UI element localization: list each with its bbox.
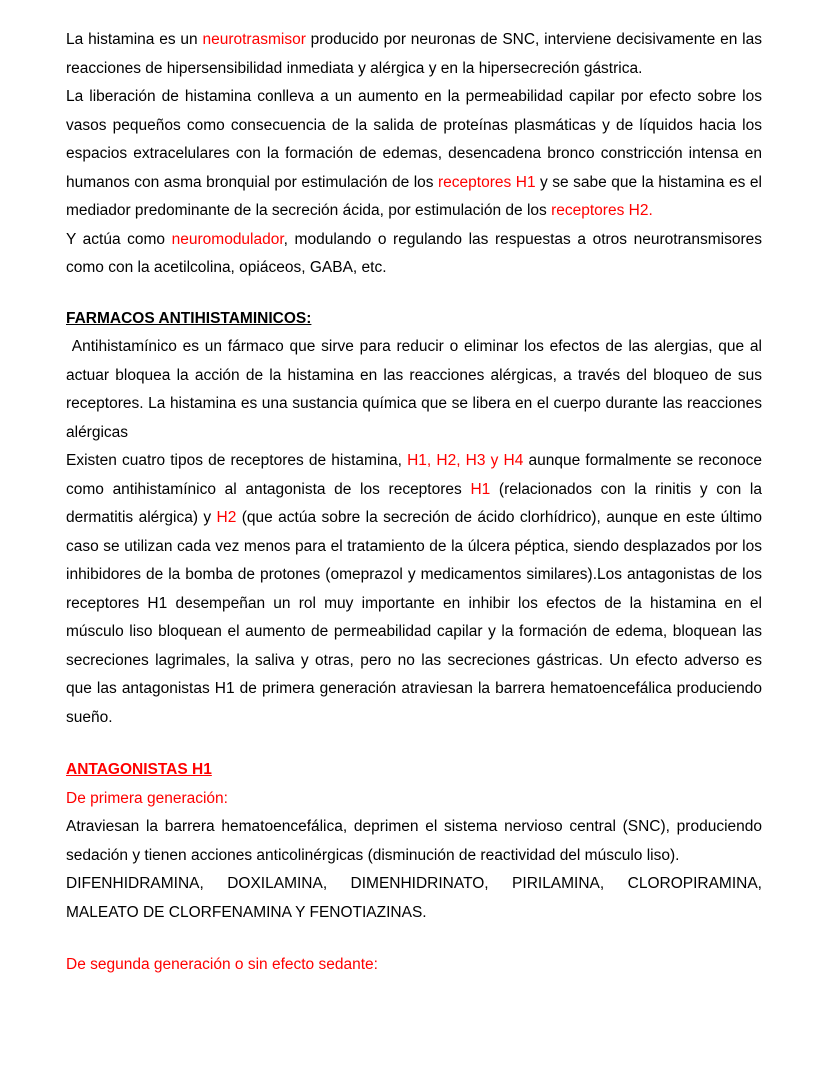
text-run-highlight-receptores-h2: receptores H2.: [551, 202, 653, 219]
section-heading-antagonistas-h1: [66, 756, 762, 785]
text-run: (relacionados con la rinitis y con la dermatitis alérgica) y: [66, 480, 762, 526]
paragraph-definicion-antihistaminico: [66, 333, 762, 447]
subheading-primera-generacion: [66, 785, 762, 814]
paragraph-lista-farmacos-primera-generacion: [66, 870, 762, 927]
paragraph-liberacion-histamina: [66, 83, 762, 226]
text-run: La liberación de histamina conlleva a un aumento en la permeabilidad capilar por efecto sobre los vasos pequeños como consecuencia de la salida de proteínas plasmáticas y de líquidos hacia los espacios extracelulares con la formación de edemas, desencadena bronco constricción intensa en humanos con asma bronquial por estimulación de los: [66, 88, 762, 191]
text-run-highlight-h2: H2: [216, 509, 237, 526]
text-run: , modulando o regulando las respuestas a otros neurotransmisores como con la acetilcolina, opiáceos, GABA, etc.: [66, 230, 762, 276]
text-run: Y actúa como: [66, 230, 172, 248]
subheading-segunda-generacion: [66, 951, 762, 980]
text-run-highlight-neurotrasmisor: neurotrasmisor: [202, 31, 306, 48]
section-heading-farmacos-antihistaminicos: [66, 305, 762, 334]
text-run-highlight-receptores-h1: receptores H1: [438, 173, 536, 191]
text-run: De segunda generación o sin efecto sedante:: [66, 956, 378, 973]
text-run: DIFENHIDRAMINA, DOXILAMINA, DIMENHIDRINATO, PIRILAMINA, CLOROPIRAMINA, MALEATO DE CLORFENAMINA Y FENOTIAZINAS.: [66, 875, 762, 921]
text-run: (que actúa sobre la secreción de ácido clorhídrico), aunque en este último caso se utilizan cada vez menos para el tratamiento de la úlcera péptica, siendo desplazados por los inhibidores de la bomba de protones (omeprazol y medicamentos similares).Los antagonistas de los receptores H1 desempeñan un rol muy importante en inhibir los efectos de la histamina en el músculo liso bloquean el aumento de permeabilidad capilar y la formación de edema, bloquean las secreciones lagrimales, la saliva y otras, pero no las secreciones gástricas. Un efecto adverso es que las antagonistas H1 de primera generación atraviesan la barrera hematoencefálica produciendo sueño.: [66, 509, 762, 726]
text-run-highlight-h1-h2-h3-h4: H1, H2, H3 y H4: [407, 452, 524, 469]
text-run-highlight-neuromodulador: neuromodulador: [171, 230, 284, 248]
text-run: Antihistamínico es un fármaco que sirve para reducir o eliminar los efectos de las alergias, que al actuar bloquea la acción de la histamina en las reacciones alérgicas, a través del bloqueo de sus receptores. La histamina es una sustancia química que se libera en el cuerpo durante las reacciones alérgicas: [66, 338, 762, 441]
text-run: Existen cuatro tipos de receptores de histamina,: [66, 452, 408, 469]
text-run: producido por neuronas de SNC, interviene decisivamente en las reacciones de hipersensibilidad inmediata y alérgica y en la hipersecreción gástrica.: [66, 31, 762, 77]
paragraph-histamina-intro: [66, 26, 762, 83]
text-run: La histamina es un: [66, 31, 203, 48]
text-run: y se sabe que la histamina es el mediador predominante de la secreción ácida, por estimulación de los: [66, 173, 762, 219]
heading-text: ANTAGONISTAS H1: [66, 761, 212, 778]
text-run-highlight-h1: H1: [470, 480, 491, 498]
paragraph-primera-generacion-descripcion: [66, 813, 762, 870]
text-run: De primera generación:: [66, 789, 228, 807]
paragraph-tipos-receptores: [66, 447, 762, 732]
text-run: aunque formalmente se reconoce como antihistamínico al antagonista de los receptores: [66, 452, 762, 498]
paragraph-neuromodulador: [66, 226, 762, 283]
text-run: Atraviesan la barrera hematoencefálica, deprimen el sistema nervioso central (SNC), produciendo sedación y tienen acciones anticolinérgicas (disminución de reactividad del músculo liso).: [66, 818, 762, 864]
heading-text: FARMACOS ANTIHISTAMINICOS:: [66, 309, 312, 327]
